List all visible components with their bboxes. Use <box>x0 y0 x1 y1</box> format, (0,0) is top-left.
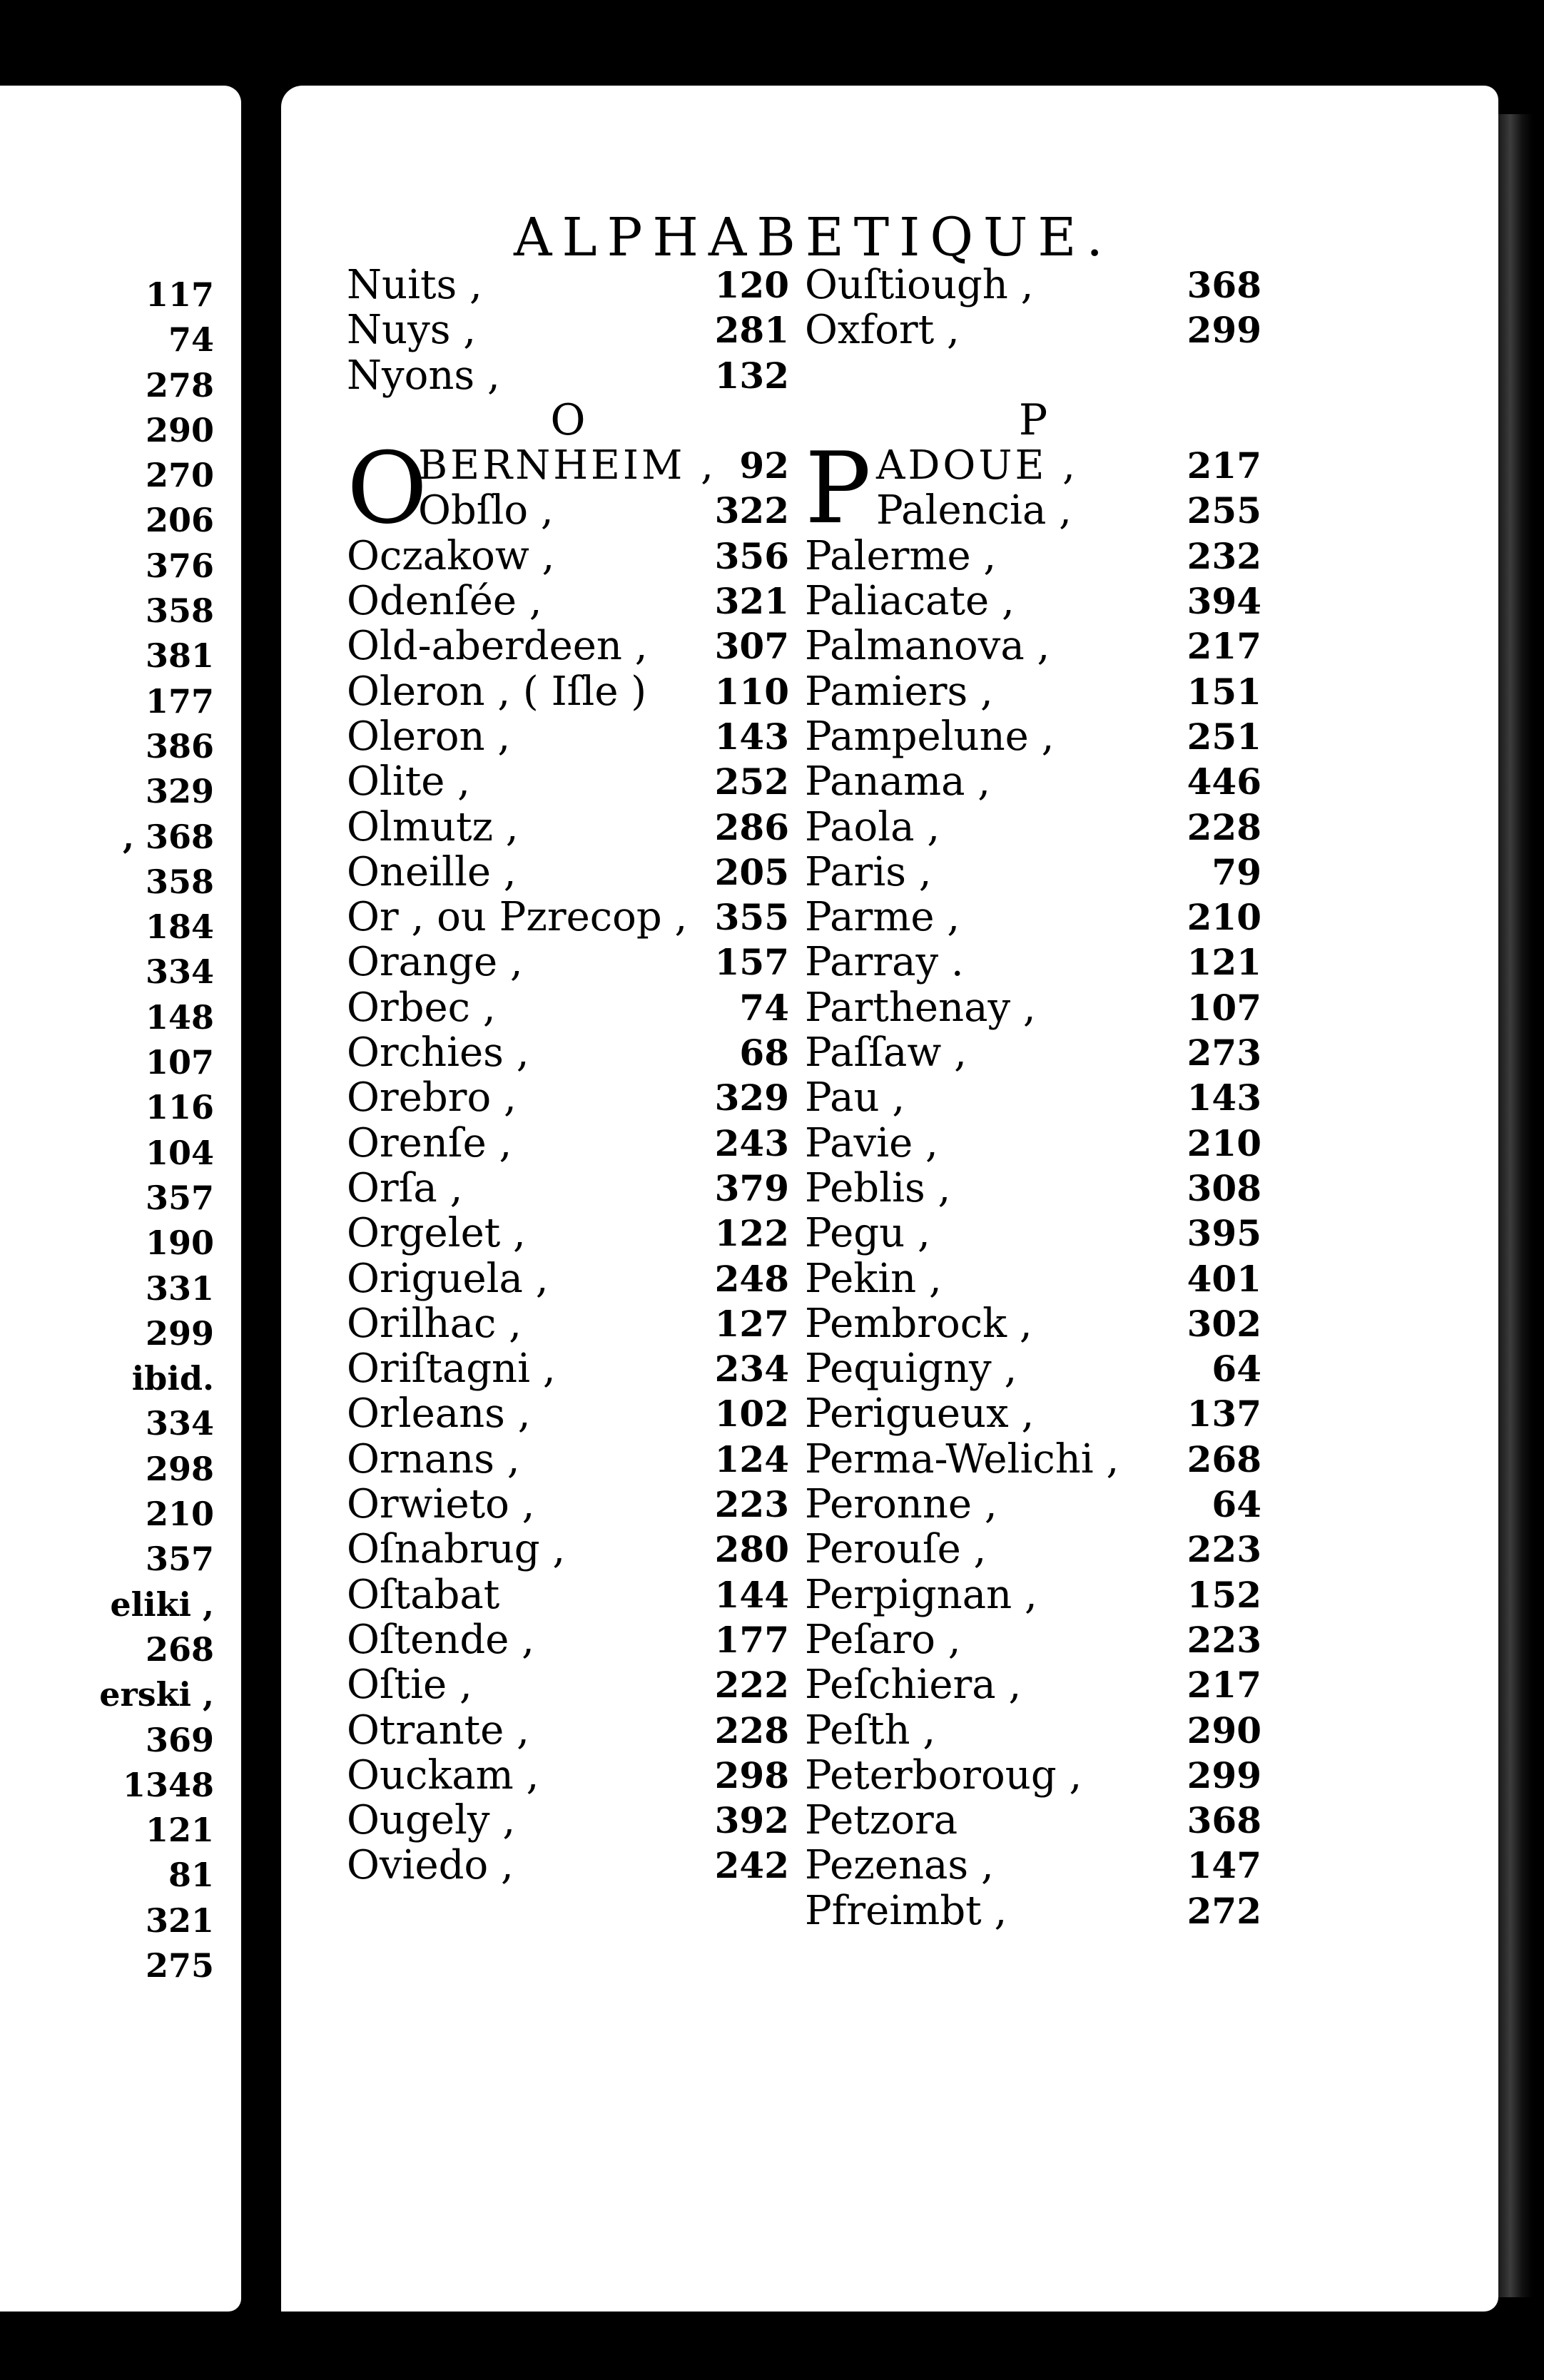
entry-page: 308 <box>1187 1166 1261 1209</box>
index-entry <box>347 1798 789 1843</box>
entry-name: Oriſtagni , <box>347 1346 556 1393</box>
entry-name: Paris , <box>805 848 932 895</box>
entry-page: 124 <box>714 1438 789 1480</box>
entry-page: 74 <box>739 986 789 1029</box>
section-letter-o: O <box>550 395 586 445</box>
margin-page-number: 116 <box>145 1088 214 1127</box>
entry-name: Orſa , <box>347 1164 463 1211</box>
entry-page: 223 <box>714 1483 789 1526</box>
entry-page: 223 <box>1187 1618 1261 1661</box>
entry-name: Palerme , <box>805 532 997 579</box>
entry-name: Orchies , <box>347 1029 529 1077</box>
entry-name: Paſſaw , <box>805 1029 967 1077</box>
index-entry <box>347 1617 789 1662</box>
entry-page: 127 <box>714 1302 789 1345</box>
margin-page-number: 1348 <box>122 1765 214 1804</box>
entry-page: 302 <box>1187 1302 1261 1345</box>
entry-name: Orbec , <box>347 984 496 1031</box>
index-entry <box>805 1708 1261 1753</box>
margin-page-number: 329 <box>145 772 214 811</box>
entry-name: Perma-Welichi , <box>805 1435 1119 1483</box>
entry-name: Parthenay , <box>805 984 1036 1031</box>
index-entry <box>805 1798 1261 1843</box>
entry-name: Ornans , <box>347 1435 520 1483</box>
entry-name: Orwieto , <box>347 1481 535 1528</box>
entry-page: 446 <box>1187 761 1261 803</box>
entry-name: Oſtie , <box>347 1662 472 1709</box>
entry-name: Or , ou Pzrecop , <box>347 894 688 941</box>
entry-page: 234 <box>714 1348 789 1390</box>
index-entry <box>347 307 789 352</box>
entry-name: Palmanova , <box>805 623 1050 670</box>
entry-page: 210 <box>1187 896 1261 939</box>
entry-page: 242 <box>714 1844 789 1887</box>
entry-page: 280 <box>714 1528 789 1571</box>
margin-page-number: ibid. <box>131 1359 214 1398</box>
entry-name: Palencia , <box>876 487 1072 534</box>
entry-page: 217 <box>1187 1664 1261 1707</box>
entry-name: Odenſée , <box>347 578 542 625</box>
index-entry <box>805 1843 1261 1888</box>
index-entry <box>347 1391 789 1436</box>
entry-page: 394 <box>1187 580 1261 623</box>
entry-page: 356 <box>714 534 789 577</box>
entry-page: 322 <box>714 489 789 532</box>
entry-page: 290 <box>1187 1709 1261 1751</box>
entry-name: Peſaro , <box>805 1616 961 1663</box>
index-entry <box>805 624 1261 668</box>
entry-name: Nuys , <box>347 307 477 354</box>
margin-page-number: 357 <box>145 1178 214 1217</box>
entry-name: Pau , <box>805 1074 905 1122</box>
index-entry <box>805 1030 1261 1075</box>
index-entry <box>347 1437 789 1482</box>
entry-page: 232 <box>1187 534 1261 577</box>
margin-page-number: 107 <box>145 1043 214 1082</box>
index-entry <box>805 1617 1261 1662</box>
page-header: ALPHABETIQUE. <box>514 207 1113 268</box>
index-entry <box>347 579 789 624</box>
entry-name: Oneille , <box>347 848 517 895</box>
margin-page-number: 104 <box>145 1133 214 1172</box>
entry-name: Peſchiera , <box>805 1662 1022 1709</box>
margin-page-number: 206 <box>145 501 214 540</box>
index-entry <box>805 1572 1261 1617</box>
blank-line <box>805 353 1261 398</box>
index-entry <box>805 1753 1261 1798</box>
entry-page: 228 <box>1187 805 1261 848</box>
margin-page-number: 177 <box>145 681 214 721</box>
index-entry <box>347 714 789 759</box>
drop-cap: O <box>347 431 428 546</box>
index-entry <box>347 1843 789 1888</box>
entry-page: 121 <box>1187 941 1261 984</box>
margin-page-number: 275 <box>145 1946 214 1985</box>
index-entry <box>347 1482 789 1527</box>
index-entry <box>805 714 1261 759</box>
entry-page: 120 <box>714 264 789 306</box>
margin-page-number: 190 <box>145 1224 214 1263</box>
entry-name: Ouckam , <box>347 1751 539 1799</box>
entry-page: 298 <box>714 1754 789 1796</box>
entry-name: Pembrock , <box>805 1300 1032 1347</box>
index-entry <box>805 1301 1261 1346</box>
entry-name: Peblis , <box>805 1164 951 1211</box>
entry-page: 68 <box>739 1032 789 1074</box>
index-entry <box>805 1121 1261 1166</box>
drop-cap-entry-p <box>805 431 1261 546</box>
entry-name: Old-aberdeen , <box>347 623 648 670</box>
index-entry <box>347 1075 789 1120</box>
entry-page: 248 <box>714 1257 789 1300</box>
entry-name: Oleron , <box>347 713 511 760</box>
entry-page: 92 <box>739 444 789 487</box>
entry-page: 217 <box>1187 444 1261 487</box>
entry-name: Nuits , <box>347 262 482 308</box>
entry-name: Oviedo , <box>347 1842 514 1889</box>
entry-page: 243 <box>714 1122 789 1164</box>
index-entry <box>805 1662 1261 1707</box>
entry-page: 307 <box>714 625 789 668</box>
index-entry <box>805 307 1261 352</box>
entry-page: 222 <box>714 1664 789 1707</box>
entry-name: Ougely , <box>347 1797 516 1844</box>
index-entry <box>347 1256 789 1301</box>
entry-page: 143 <box>1187 1077 1261 1119</box>
entry-page: 110 <box>714 670 789 713</box>
index-entry <box>805 1391 1261 1436</box>
entry-name: Paliacate , <box>805 578 1015 625</box>
index-entry <box>347 353 789 398</box>
margin-page-number: 358 <box>145 591 214 631</box>
entry-name: Pekin , <box>805 1255 942 1302</box>
entry-name: Pezenas , <box>805 1842 994 1889</box>
entry-name: Pamiers , <box>805 668 993 715</box>
entry-name: Pegu , <box>805 1210 930 1257</box>
entry-page: 177 <box>714 1618 789 1661</box>
index-entry <box>347 1301 789 1346</box>
index-entry <box>347 1346 789 1391</box>
index-entry <box>347 1211 789 1256</box>
margin-page-number: 270 <box>145 456 214 495</box>
index-entry <box>347 759 789 804</box>
entry-page: 255 <box>1187 489 1261 532</box>
index-entry <box>347 1708 789 1753</box>
index-entry <box>347 624 789 668</box>
index-entry <box>805 263 1261 307</box>
entry-page: 64 <box>1212 1348 1261 1390</box>
left-margin-column <box>0 273 214 1988</box>
margin-page-number: 210 <box>145 1495 214 1534</box>
entry-page: 102 <box>714 1393 789 1435</box>
index-entry <box>347 534 789 579</box>
entry-page: 268 <box>1187 1438 1261 1480</box>
entry-page: 395 <box>1187 1212 1261 1255</box>
entry-name: Pequigny , <box>805 1346 1017 1393</box>
margin-page-number: 357 <box>145 1540 214 1579</box>
entry-page: 157 <box>714 941 789 984</box>
entry-name: Ouſtiough , <box>805 262 1034 308</box>
section-letter-p: P <box>1018 395 1048 445</box>
entry-page: 132 <box>714 354 789 397</box>
drop-cap-entry-o <box>347 431 789 546</box>
margin-page-number: 81 <box>168 1856 214 1895</box>
index-entry <box>347 1572 789 1617</box>
margin-page-number: 299 <box>145 1313 214 1353</box>
entry-name: Origuela , <box>347 1255 549 1302</box>
drop-cap: P <box>805 431 871 546</box>
entry-name: Pavie , <box>805 1119 938 1166</box>
index-entry <box>805 1256 1261 1301</box>
entry-name: Orilhac , <box>347 1300 522 1347</box>
index-entry <box>805 805 1261 850</box>
index-entry <box>347 985 789 1030</box>
left-page <box>0 86 241 2312</box>
margin-page-number: 121 <box>145 1811 214 1850</box>
index-entry <box>347 1166 789 1211</box>
entry-name: Pampelune , <box>805 713 1055 760</box>
margin-page-number: 334 <box>145 1404 214 1443</box>
entry-page: 392 <box>714 1799 789 1842</box>
entry-page: 122 <box>714 1212 789 1255</box>
index-entry <box>805 1527 1261 1572</box>
margin-page-number: 278 <box>145 365 214 405</box>
entry-name: Oleron , ( Iſle ) <box>347 668 647 715</box>
index-entry <box>805 940 1261 985</box>
entry-name: Perigueux , <box>805 1390 1035 1438</box>
margin-page-number: 331 <box>145 1268 214 1308</box>
entry-name: Petzora <box>805 1797 958 1844</box>
entry-page: 368 <box>1187 264 1261 306</box>
entry-page: 210 <box>1187 1122 1261 1164</box>
entry-page: 273 <box>1187 1032 1261 1074</box>
entry-name: Panama , <box>805 758 991 805</box>
entry-page: 64 <box>1212 1483 1261 1526</box>
entry-name: Paola , <box>805 803 940 850</box>
index-entry <box>347 850 789 895</box>
entry-page: 205 <box>714 850 789 893</box>
entry-name: Peſth , <box>805 1707 936 1754</box>
margin-page-number: 386 <box>145 726 214 766</box>
index-entry <box>347 263 789 307</box>
index-entry <box>347 1121 789 1166</box>
index-entry <box>805 1888 1261 1933</box>
entry-name: Oſnabrug , <box>347 1526 566 1573</box>
index-entry <box>805 1075 1261 1120</box>
entry-page: 228 <box>714 1709 789 1751</box>
entry-name: Oxfort , <box>805 307 960 354</box>
entry-name: Olmutz , <box>347 803 519 850</box>
margin-page-number: erski , <box>99 1675 214 1714</box>
entry-name: Pfreimbt , <box>805 1887 1007 1934</box>
entry-page: 355 <box>714 896 789 939</box>
book-spine <box>241 0 281 2380</box>
entry-name: Perpignan , <box>805 1571 1037 1618</box>
entry-name: Oczakow , <box>347 532 555 579</box>
entry-page: 107 <box>1187 986 1261 1029</box>
entry-page: 321 <box>714 580 789 623</box>
entry-page: 152 <box>1187 1573 1261 1616</box>
margin-page-number: 148 <box>145 997 214 1037</box>
margin-page-number: 381 <box>145 636 214 676</box>
index-entry <box>347 1662 789 1707</box>
entry-page: 147 <box>1187 1844 1261 1887</box>
entry-name: Oſtabat <box>347 1571 500 1618</box>
index-entry <box>805 1211 1261 1256</box>
entry-page: 223 <box>1187 1528 1261 1571</box>
entry-page: 281 <box>714 309 789 352</box>
index-entry <box>347 1030 789 1075</box>
entry-name: Orleans , <box>347 1390 531 1438</box>
index-entry <box>805 1346 1261 1391</box>
margin-page-number: 376 <box>145 546 214 585</box>
margin-page-number: 117 <box>145 275 214 314</box>
entry-name: Orenſe , <box>347 1119 512 1166</box>
index-entry <box>805 850 1261 895</box>
entry-page: 368 <box>1187 1799 1261 1842</box>
entry-page: 401 <box>1187 1257 1261 1300</box>
entry-page: 151 <box>1187 670 1261 713</box>
index-entry <box>805 1482 1261 1527</box>
entry-page: 79 <box>1212 850 1261 893</box>
entry-page: 299 <box>1187 1754 1261 1796</box>
entry-name: Oſtende , <box>347 1616 534 1663</box>
entry-name: BERNHEIM , <box>418 442 716 489</box>
margin-page-number: 184 <box>145 907 214 947</box>
entry-name: Olite , <box>347 758 470 805</box>
entry-name: ADOUE , <box>876 442 1078 489</box>
margin-page-number: 268 <box>145 1629 214 1669</box>
entry-page: 286 <box>714 805 789 848</box>
margin-page-number: 358 <box>145 862 214 901</box>
margin-page-number: 290 <box>145 410 214 449</box>
margin-page-number: 321 <box>145 1901 214 1940</box>
entry-name: Peronne , <box>805 1481 997 1528</box>
index-column-p <box>805 263 1261 1933</box>
entry-name: Parme , <box>805 894 960 941</box>
index-entry <box>347 1527 789 1572</box>
margin-page-number: eliki , <box>110 1585 214 1624</box>
index-entry <box>805 759 1261 804</box>
margin-page-number: 74 <box>168 320 214 360</box>
index-entry <box>347 805 789 850</box>
entry-page: 137 <box>1187 1393 1261 1435</box>
entry-name: Perouſe , <box>805 1526 987 1573</box>
entry-name: Otrante , <box>347 1707 529 1754</box>
entry-page: 143 <box>714 715 789 758</box>
entry-page: 217 <box>1187 625 1261 668</box>
index-entry <box>805 1437 1261 1482</box>
entry-page: 379 <box>714 1166 789 1209</box>
entry-name: Orebro , <box>347 1074 517 1122</box>
margin-page-number: 369 <box>145 1720 214 1759</box>
index-entry <box>805 1166 1261 1211</box>
entry-page: 272 <box>1187 1889 1261 1932</box>
margin-page-number: , 368 <box>122 817 214 856</box>
margin-page-number: 298 <box>145 1449 214 1488</box>
margin-page-number: 334 <box>145 952 214 992</box>
entry-page: 144 <box>714 1573 789 1616</box>
index-entry <box>347 1753 789 1798</box>
page-edge <box>1498 114 1533 2297</box>
index-entry <box>347 895 789 940</box>
entry-name: Orange , <box>347 939 523 986</box>
entry-page: 251 <box>1187 715 1261 758</box>
index-entry <box>805 534 1261 579</box>
entry-name: Orgelet , <box>347 1210 526 1257</box>
index-entry <box>805 669 1261 714</box>
index-entry <box>805 895 1261 940</box>
entry-page: 299 <box>1187 309 1261 352</box>
entry-name: Obſlo , <box>418 487 554 534</box>
entry-name: Peterboroug , <box>805 1751 1082 1799</box>
entry-page: 329 <box>714 1077 789 1119</box>
index-entry <box>805 579 1261 624</box>
entry-name: Parray . <box>805 939 964 986</box>
index-column-o <box>347 263 789 1888</box>
entry-page: 252 <box>714 761 789 803</box>
index-entry <box>805 985 1261 1030</box>
index-entry <box>347 940 789 985</box>
index-entry <box>347 669 789 714</box>
entry-name: Nyons , <box>347 352 500 399</box>
